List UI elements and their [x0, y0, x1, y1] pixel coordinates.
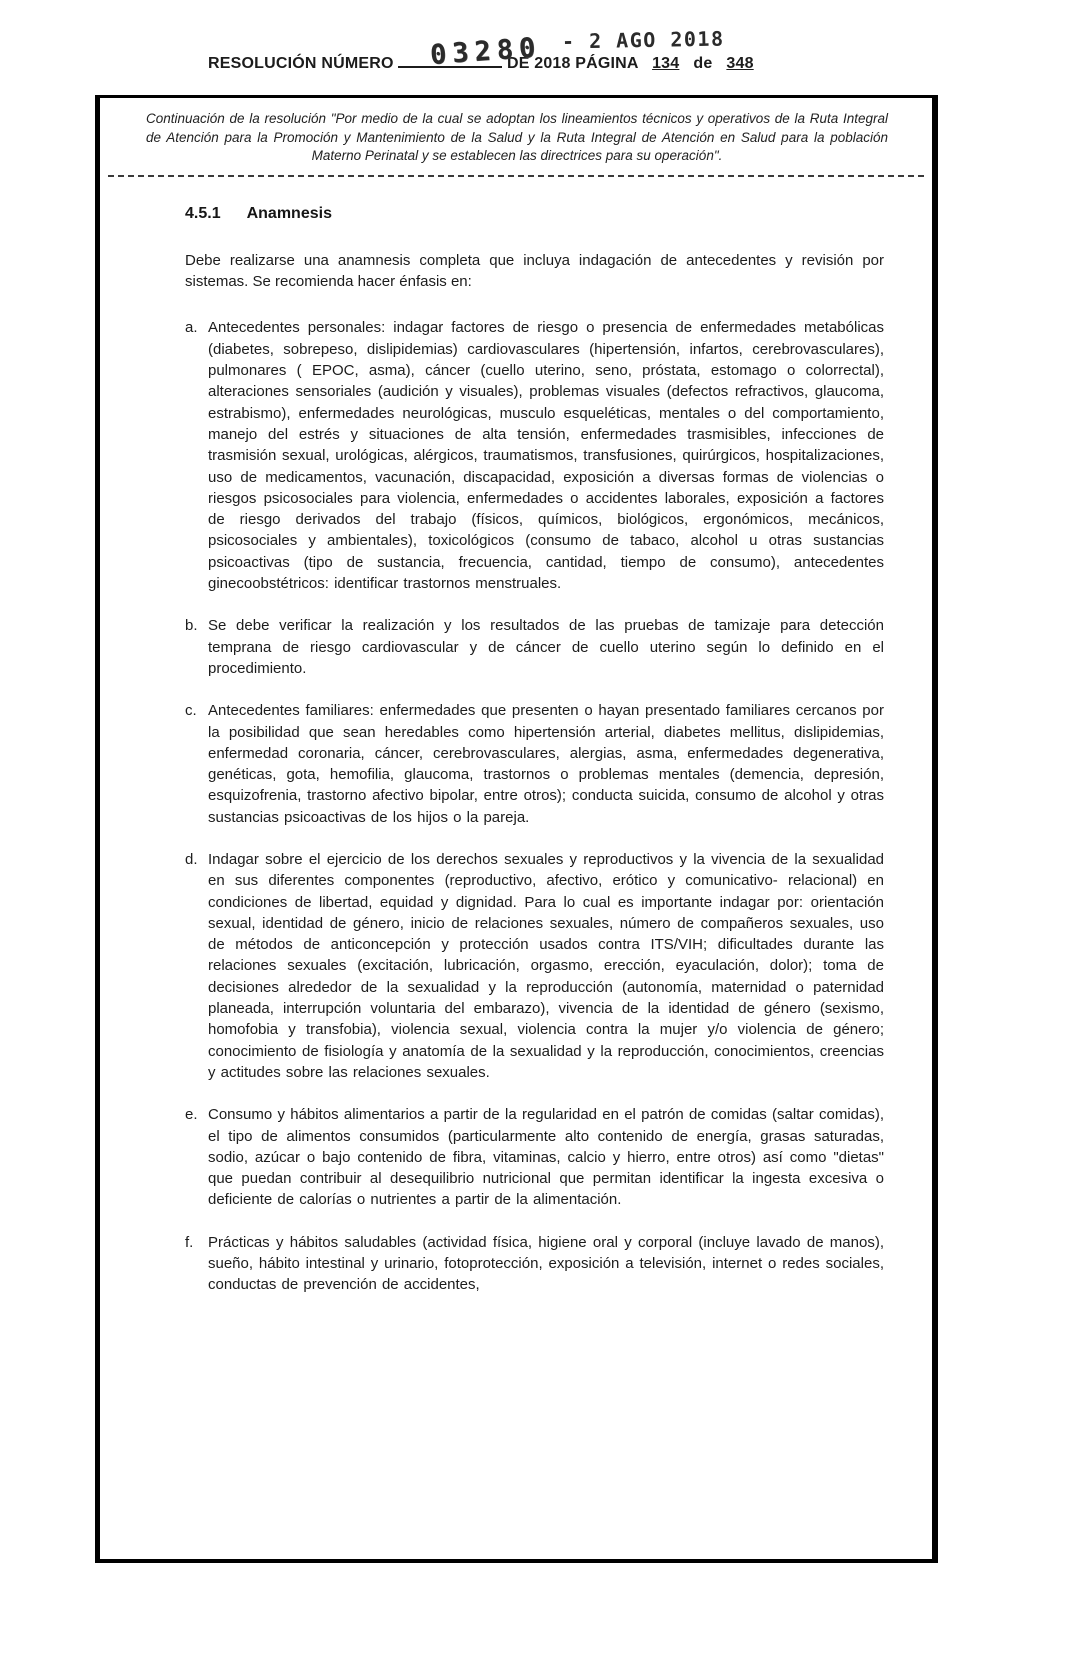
section-title: Anamnesis — [246, 204, 332, 222]
item-text: Antecedentes familiares: enfermedades que presenten o hayan presentado familiares cercanos por la posibilidad que sean heredables como hipertensión arterial, diabetes mellitus, dislipidemias, enfermedad coronaria, cáncer, cerebrovasculares, alergias, asma, enfermedades degenerativa, genéticas, gota, hemofilia, glaucoma, trastornos o problemas mentales (demencia, depresión, esquizofrenia, trastorno afectivo bipolar, entre otros); conducta suicida, consumo de alcohol y otras sustancias psicoactivas de los hijos o la pareja. — [208, 702, 884, 826]
item-text: Antecedentes personales: indagar factores de riesgo o presencia de enfermedades metabólicas (diabetes, sobrepeso, dislipidemias) cardiovasculares (hipertensión, infartos, cerebrovasculares), pulmonares ( EPOC, asma), cáncer (cuello uterino, seno, próstata, estomago o colorrectal), alteraciones sensoriales (audición y visuales), problemas visuales (defectos refractivos, glaucoma, estrabismo), enfermedades neurológicas, musculo esqueléticas, mentales o del comportamiento, manejo del estrés y situaciones de alta tensión, enfermedades trasmisibles, infecciones de trasmisión sexual, urológicas, alérgicos, traumatismos, transfusiones, quirúrgicos, hospitalizaciones, uso de medicamentos, vacunación, discapacidad, exposición a diversas formas de violencias o riesgos psicosociales para violencia, enfermedades o accidentes laborales, exposición a factores de riesgo derivados del trabajo (físicos, químicos, biológicos, ergonómicos, mecánicos, psicosociales y ambientales), toxicológicos (consumo de tabaco, alcohol u otras sustancias psicoactivas (tipo de sustancia, frecuencia, cantidad, tiempo de consumo), antecedentes ginecoobstétricos: identificar trastornos menstruales. — [208, 319, 884, 593]
item-label: a. — [185, 319, 198, 337]
section-number: 4.5.1 — [185, 204, 221, 222]
page-number: 134 — [652, 55, 680, 72]
item-label: b. — [185, 617, 198, 635]
resolution-suffix: DE 2018 PÁGINA — [506, 55, 639, 72]
item-label: e. — [185, 1106, 198, 1124]
item-text: Consumo y hábitos alimentarios a partir de la regularidad en el patrón de comidas (saltar comidas), el tipo de alimentos consumidos (particularmente alto contenido de energía, grasas saturadas, sodio, azúcar o bajo contenido de fibra, vitaminas, calcio y hierro, entre otros) así como "dietas" que puedan contribuir al desequilibrio nutricional que permitan identificar la ingesta excesiva o deficiente de calorías o nutrientes a partir de la alimentación. — [208, 1106, 884, 1209]
item-text: Indagar sobre el ejercicio de los derechos sexuales y reproductivos y la vivencia de la sexualidad en sus diferentes componentes (reproductivo, afectivo, erótico y comunicativo- relacional) en condiciones de libertad, equidad y dignidad. Para lo cual es importante indagar por: orientación sexual, identidad de género, inicio de relaciones sexuales, número de compañeros sexuales, uso de métodos de anticoncepción y protección usados contra ITS/VIH; dificultades durante las relaciones sexuales (excitación, lubricación, orgasmo, erección, eyaculación, dolor); toma de decisiones alrededor de la sexualidad y la reproducción (autonomía, maternidad o paternidad planeada, interrupción voluntaria del embarazo), vivencia de la identidad de género (sexismo, homofobia y transfobia), violencia sexual, violencia contra la mujer y/o violencia de género; conocimiento de fisiología y anatomía de la sexualidad y la reproducción, conocimientos, creencias y actitudes sobre las relaciones sexuales. — [208, 851, 884, 1081]
stamped-date: - 2 AGO 2018 — [561, 26, 725, 54]
content-frame — [95, 95, 938, 1563]
item-text: Prácticas y hábitos saludables (actividad física, higiene oral y corporal (incluye lavado de manos), sueño, hábito intestinal y urinario, fotoprotección, exposición a televisión, internet o redes sociales, conductas de prevención de accidentes, — [208, 1233, 884, 1294]
section-intro: Debe realizarse una anamnesis completa que incluya indagación de antecedentes y revisión por sistemas. Se recomienda hacer énfasis en: — [185, 251, 884, 291]
item-text: Se debe verificar la realización y los resultados de las pruebas de tamizaje para detección temprana de riesgo cardiovascular y de cáncer de cuello uterino según lo definido en el procedimiento. — [208, 617, 884, 677]
resolution-label: RESOLUCIÓN NÚMERO — [208, 55, 394, 72]
list-item — [185, 1104, 884, 1210]
list-item — [185, 317, 884, 594]
list-item — [185, 849, 884, 1083]
page-of-label: de — [693, 55, 713, 72]
document-header — [0, 0, 1080, 95]
item-label: f. — [185, 1233, 194, 1251]
item-label: c. — [185, 702, 197, 720]
stamped-resolution-number: 03280 — [429, 32, 543, 71]
list-item — [185, 615, 884, 679]
list-item — [185, 700, 884, 828]
continuation-note: Continuación de la resolución "Por medio de la cual se adoptan los lineamientos técnicos y operativos de la Ruta Integral de Atención para la Promoción y Mantenimiento de la Salud y la Ruta Integral de Atención en Salud para la población Materno Perinatal y se establecen las directrices para su operación". — [146, 111, 888, 164]
list-item — [185, 1232, 884, 1296]
item-label: d. — [185, 851, 198, 868]
section-heading — [185, 205, 884, 223]
document-body — [100, 177, 932, 1296]
page-total: 348 — [726, 55, 754, 72]
